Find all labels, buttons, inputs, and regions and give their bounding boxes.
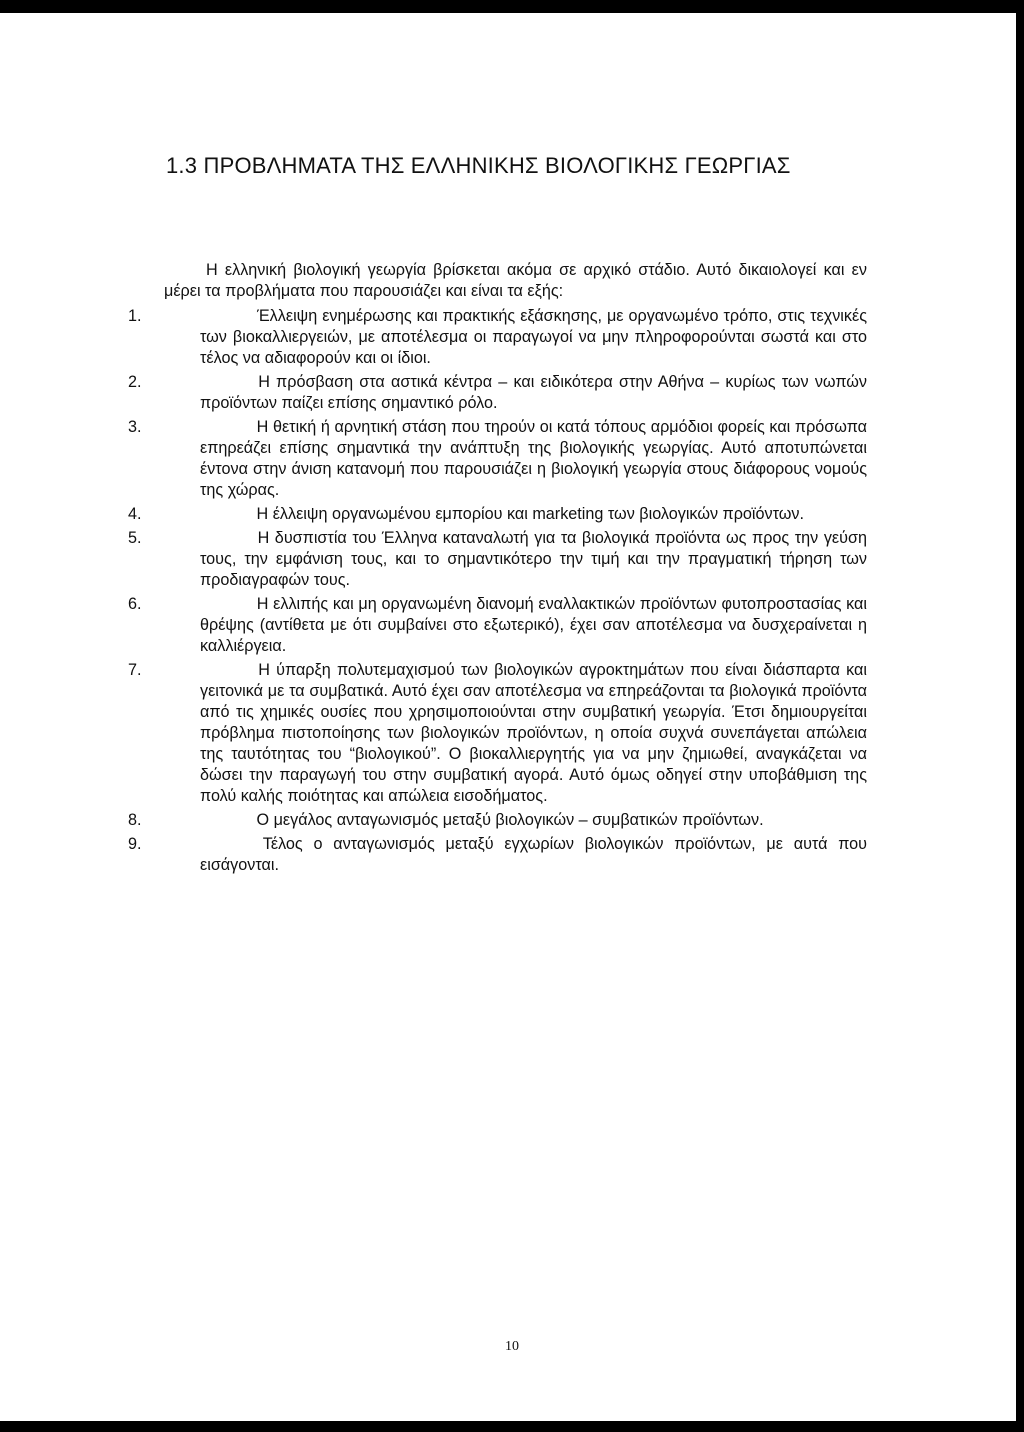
scan-border-right [1016, 0, 1024, 1432]
list-item [128, 528, 867, 591]
list-item [128, 834, 867, 876]
list-item [128, 594, 867, 657]
list-item-text: Η ελλιπής και μη οργανωμένη διανομή εναλλακτικών προϊόντων φυτοπροστασίας και θρέψης (αντίθετα με ότι συμβαίνει στο εξωτερικό), έχει σαν αποτέλεσμα να δυσχεραίνεται η καλλιέργεια. [200, 595, 867, 655]
list-item [128, 660, 867, 807]
problems-list [128, 306, 868, 879]
list-item [128, 504, 867, 525]
list-item [128, 306, 867, 369]
list-item-text: Η ύπαρξη πολυτεμαχισμού των βιολογικών αγροκτημάτων που είναι διάσπαρτα και γειτονικά με τα συμβατικά. Αυτό έχει σαν αποτέλεσμα να επηρεάζονται τα βιολογικά προϊόντα από τις χημικές ουσίες που χρησιμοποιούνται στην συμβατική γεωργία. Έτσι δημιουργείται πρόβλημα πιστοποίησης των βιολογικών προϊόντων, η οποία συχνά συνεπάγεται απώλεια της ταυτότητας του “βιολογικού”. Ο βιοκαλλιεργητής για να μην ζημιωθεί, αναγκάζεται να δώσει την παραγωγή του στην συμβατική αγορά. Αυτό όμως οδηγεί στην υποβάθμιση της πολύ καλής ποιότητας και απώλεια εισοδήματος. [200, 661, 867, 805]
list-item-number: 9. [128, 835, 142, 853]
intro-text: Η ελληνική βιολογική γεωργία βρίσκεται ακόμα σε αρχικό στάδιο. Αυτό δικαιολογεί και εν μέρει τα προβλήματα που παρουσιάζει και είναι τα εξής: [164, 261, 867, 300]
intro-paragraph [164, 260, 867, 302]
list-item-text: Έλλειψη ενημέρωσης και πρακτικής εξάσκησης, με οργανωμένο τρόπο, στις τεχνικές των βιοκαλλιεργειών, με αποτέλεσμα οι παραγωγοί να μην πληροφορούνται σωστά και στο τέλος να αδιαφορούν και οι ίδιοι. [200, 307, 867, 367]
list-item-number: 3. [128, 418, 142, 436]
list-item-text: Ο μεγάλος ανταγωνισμός μεταξύ βιολογικών – συμβατικών προϊόντων. [256, 811, 764, 829]
list-item-number: 2. [128, 373, 142, 391]
section-heading: 1.3 ΠΡΟΒΛΗΜΑΤΑ ΤΗΣ ΕΛΛΗΝΙΚΗΣ ΒΙΟΛΟΓΙΚΗΣ ΓΕΩΡΓΙΑΣ [166, 153, 791, 178]
list-item-text: Τέλος ο ανταγωνισμός μεταξύ εγχωρίων βιολογικών προϊόντων, με αυτά που εισάγονται. [200, 835, 867, 874]
scan-border-bottom [0, 1421, 1024, 1432]
list-item-text: Η έλλειψη οργανωμένου εμπορίου και marketing των βιολογικών προϊόντων. [256, 505, 805, 523]
list-item-text: Η δυσπιστία του Έλληνα καταναλωτή για τα βιολογικά προϊόντα ως προς την γεύση τους, την εμφάνιση τους, και το σημαντικότερο την τιμή και την πραγματική τήρηση των προδιαγραφών τους. [200, 529, 867, 589]
list-item [128, 810, 867, 831]
list-item-number: 7. [128, 661, 142, 679]
list-item [128, 372, 868, 414]
list-item-text: Η πρόσβαση στα αστικά κέντρα – και ειδικότερα στην Αθήνα – κυρίως των νωπών προϊόντων παίζει επίσης σημαντικό ρόλο. [200, 373, 868, 412]
list-item-text: Η θετική ή αρνητική στάση που τηρούν οι κατά τόπους αρμόδιοι φορείς και πρόσωπα επηρεάζει επίσης σημαντικά την ανάπτυξη της βιολογικής γεωργίας. Αυτό αποτυπώνεται έντονα στην άνιση κατανομή που παρουσιάζει η βιολογική γεωργία στους διάφορους νομούς της χώρας. [200, 418, 867, 499]
list-item-number: 8. [128, 811, 142, 829]
list-item-number: 4. [128, 505, 142, 523]
list-item [128, 417, 867, 501]
scan-border-top [0, 0, 1024, 13]
page-number: 10 [505, 1339, 519, 1354]
list-item-number: 1. [128, 307, 142, 325]
list-item-number: 5. [128, 529, 142, 547]
list-item-number: 6. [128, 595, 142, 613]
